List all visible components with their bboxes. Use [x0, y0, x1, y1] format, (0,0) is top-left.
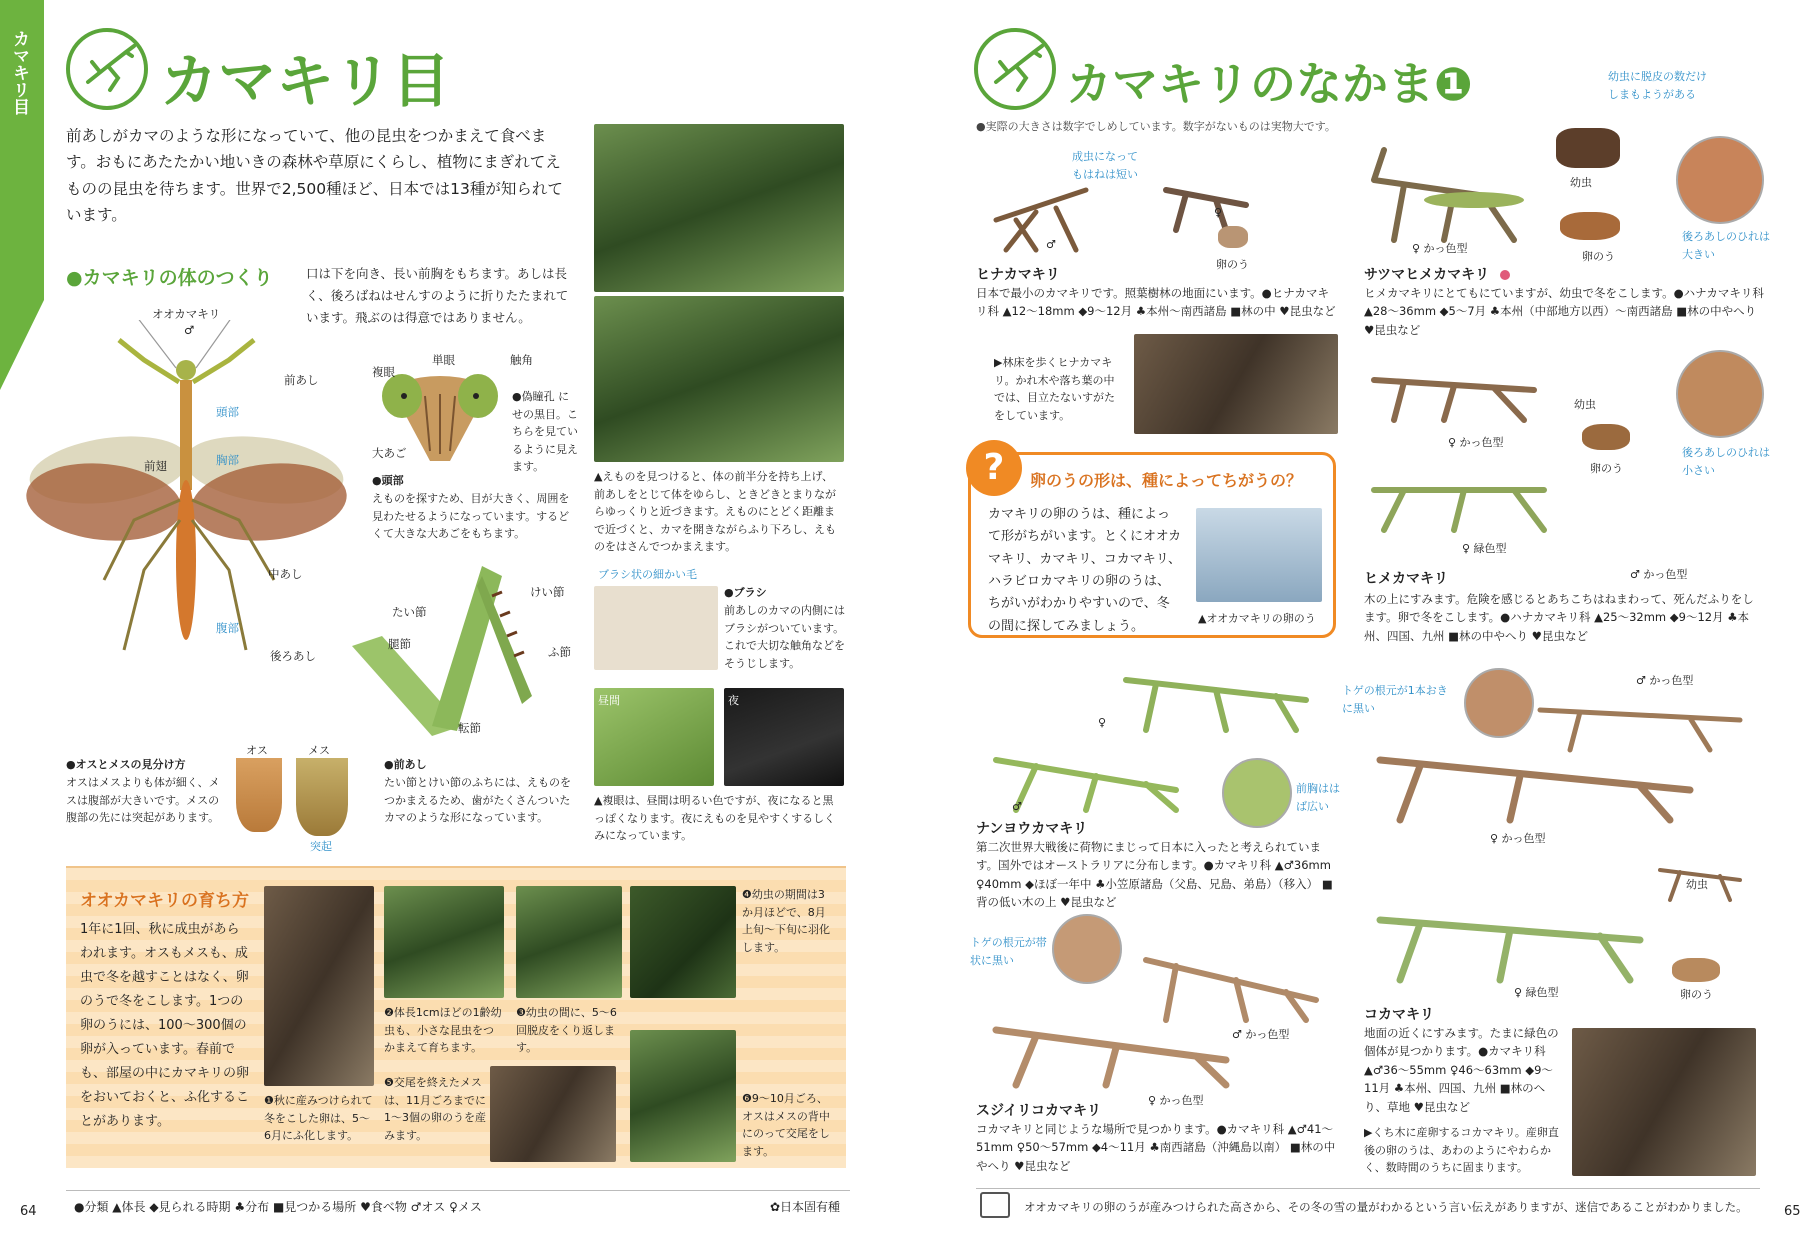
koka-larva: 幼虫 [1686, 878, 1708, 891]
nanyo-text: 第二次世界大戦後に荷物にまじって日本に入ったと考えられています。国外ではオーストラリアに分布します。●カマキリ科 ▲♂36mm ♀40mm ◆ほぼ一年中 ♣小笠原諸島（父島、兄島、弟島）（移入） ■背の低い木の上 ♥昆虫など [976, 840, 1333, 910]
left-legend-right: ✿日本固有種 [770, 1200, 841, 1214]
satsuma-text: ヒメカマキリにとてもにていますが、幼虫で冬をこします。●ハナカマキリ科 ▲28～36mm ◆5～7月 ♣本州（中部地方以西）～南西諸島 ■林の中やへり ♥昆虫など [1364, 286, 1764, 337]
label-abdomen: 腹部 [216, 621, 239, 635]
hime-hindleg: 後ろあしのひれは小さい [1682, 446, 1770, 477]
label-tarsus: ふ節 [548, 645, 571, 659]
hime-larva: 幼虫 [1574, 398, 1596, 411]
satsuma-name: サツマヒメカマキリ [1364, 267, 1490, 283]
growth-step-6: ❻9～10月ごろ、オスはメスの背中にのって交尾をします。 [742, 1092, 830, 1158]
nanyo-prothorax: 前胸ははば広い [1296, 782, 1340, 813]
species-label: オオカマキリ [152, 307, 221, 321]
koka-name: コカマキリ [1364, 1007, 1434, 1023]
koka-caption: ▶くち木に産卵するコカマキリ。産卵直後の卵のうは、あわのようにやわらかく、数時間のうちに固まります。 [1364, 1126, 1559, 1175]
nanyo-male: ♂ [1012, 800, 1022, 813]
male-abdomen [236, 758, 282, 832]
nanyo-name: ナンヨウカマキリ [976, 821, 1088, 837]
growth-title: オオカマキリの育ち方 [80, 891, 249, 911]
hime-egg [1582, 424, 1630, 450]
left-page-number: 64 [20, 1204, 37, 1219]
day-label: 昼間 [598, 694, 620, 707]
label-hindleg: 後ろあし [270, 649, 316, 663]
hime-green: ♀ 緑色型 [1462, 542, 1507, 555]
growth-step-4: ❹幼虫の期間は3か月ほどで、8月上旬～下旬に羽化します。 [742, 888, 830, 954]
growth-step-3: ❸幼虫の間に、5～6回脱皮をくり返します。 [516, 1006, 617, 1055]
growth-step-1: ❶秋に産みつけられて冬をこした卵は、5～6月にふ化します。 [264, 1094, 373, 1143]
label-thorax: 胸部 [216, 453, 239, 467]
endemic-pin [1500, 270, 1510, 280]
growth-photo-4 [630, 886, 736, 998]
hime-egg-label: 卵のう [1590, 462, 1623, 475]
label-compound-eye: 複眼 [372, 365, 395, 379]
body-heading: ●カマキリの体のつくり [66, 267, 273, 289]
growth-photo-6 [630, 1030, 736, 1162]
suji-brown2: ♀ かっ色型 [1148, 1094, 1204, 1107]
hina-male: ♂ [1046, 238, 1056, 251]
hime-brown2: ♂ かっ色型 [1630, 568, 1688, 581]
koka-egg [1672, 958, 1720, 982]
koka-egg-label: 卵のう [1680, 988, 1713, 1001]
suji-text: コカマキリと同じような場所で見つかります。●カマキリ科 ▲♂41～51mm ♀50～57mm ◆4～11月 ♣南西諸島（沖縄島以南） ■林の中やへり ♥昆虫など [976, 1122, 1336, 1173]
hunt-caption: ▲えものを見つけると、体の前半分を持ち上げ、前あしをとじて体をゆらし、ときどきとまりながらゆっくりと近づきます。えものにとどく距離まで近づくと、カマを開きながらふり下ろし、えものをはさんでつかまえます。 [594, 470, 836, 554]
right-note: ●実際の大きさは数字でしめしています。数字がないものは実物大です。 [976, 120, 1336, 133]
label-forewing: 前翅 [144, 459, 167, 473]
satsuma-egg-label: 卵のう [1582, 250, 1615, 263]
label-tibia: たい節 [392, 605, 427, 619]
koka-mantis [1360, 680, 1760, 1000]
satsuma-mantis [1364, 140, 1544, 250]
label-antenna: 触角 [510, 353, 533, 367]
hime-mantis-figures [1364, 340, 1664, 560]
satsuma-larva [1556, 128, 1620, 168]
satsuma-hindleg-circle [1676, 136, 1764, 224]
compound-eye-note: ●偽瞳孔 にせの黒目。こちらを見ているように見えます。 [512, 390, 578, 474]
koka-text: 地面の近くにすみます。たまに緑色の個体が見つかります。●カマキリ科 ▲♂36～55mm ♀46～63mm ◆9～11月 ♣本州、四国、九州 ■林のへり、草地 ♥昆虫など [1364, 1026, 1559, 1114]
suji-name: スジイリコカマキリ [976, 1103, 1102, 1119]
question-caption: ▲オオカマキリの卵のう [1198, 612, 1316, 625]
label-ocelli: 単眼 [432, 353, 455, 367]
brush-title: ●ブラシ [724, 586, 767, 599]
koka-brown: ♂ かっ色型 [1636, 674, 1694, 687]
label-foreleg: 前あし [284, 373, 319, 387]
satsuma-larva-label: 幼虫 [1570, 176, 1592, 189]
label-shin: けい節 [530, 585, 565, 599]
koka-photo [1572, 1028, 1756, 1176]
label-midleg: 中あし [268, 567, 303, 581]
left-legend: ●分類 ▲体長 ◆見られる時期 ♣分布 ■見つかる場所 ♥食べ物 ♂オス ♀メス [74, 1200, 482, 1214]
label-femur: 腿節 [388, 637, 411, 651]
wing-note: 成虫になってもはねは短い [1072, 150, 1138, 181]
koka-spine: トゲの根元が1本おきに黒い [1342, 684, 1448, 715]
hime-hindleg-circle [1676, 350, 1764, 438]
label-head: 頭部 [216, 405, 239, 419]
hina-egg [1218, 226, 1248, 248]
sex-title: ●オスとメスの見分け方 [66, 758, 186, 771]
suji-spine-circle [1052, 914, 1122, 984]
foreleg-title: ●前あし [384, 758, 427, 771]
left-footer-rule [66, 1190, 850, 1191]
note-icon [980, 1192, 1010, 1218]
right-footer-note: オオカマキリの卵のうが産みつけられた高さから、その冬の雪の量がわかるという言い伝えがありますが、迷信であることがわかりました。 [1024, 1200, 1748, 1214]
hina-text: 日本で最小のカマキリです。照葉樹林の地面にいます。●ヒナカマキリ科 ▲12～18mm ◆9～12月 ♣本州～南西諸島 ■林の中 ♥昆虫など [976, 286, 1336, 319]
head-note-title: ●頭部 [372, 474, 404, 487]
molt-note: 幼虫に脱皮の数だけしまもようがある [1608, 70, 1707, 101]
brush-photo [594, 586, 718, 670]
growth-photo-3 [516, 886, 622, 998]
growth-photo-2 [384, 886, 504, 998]
hime-brown: ♀ かっ色型 [1448, 436, 1504, 449]
suji-spine: トゲの根元が帯状に黒い [970, 936, 1047, 967]
satsuma-egg [1560, 212, 1620, 240]
intro-text: 前あしがカマのような形になっていて、他の昆虫をつかまえて食べます。おもにあたたかい地いきの森林や草原にくらし、植物にまぎれてえものの昆虫を待ちます。世界で2,500種ほど、日本では13種が知られています。 [66, 127, 563, 225]
growth-text: 1年に1回、秋に成虫があらわれます。オスもメスも、成虫で冬を越すことはなく、卵のうで冬をこします。1つの卵のうには、100～300個の卵が入っています。春前でも、部屋の中にカマキリの卵をおいておくと、ふ化することがあります。 [80, 922, 250, 1130]
male-label: オス [246, 744, 268, 757]
hina-photo [1134, 334, 1338, 434]
sex-male: ♂ [184, 323, 195, 337]
nanyo-prothorax-circle [1222, 758, 1292, 828]
hina-caption: ▶林床を歩くヒナカマキリ。かれ木や落ち葉の中では、目立たないすがたをしています。 [994, 356, 1115, 422]
satsuma-hindleg: 後ろあしのひれは大きい [1682, 230, 1770, 261]
night-label: 夜 [728, 694, 739, 707]
koka-green: ♀ 緑色型 [1514, 986, 1559, 999]
question-photo [1196, 508, 1322, 602]
growth-photo-5 [490, 1066, 616, 1162]
hina-name: ヒナカマキリ [976, 267, 1060, 283]
brush-note: 前あしのカマの内側にはブラシがついています。これで大切な触角などをそうじします。 [724, 604, 845, 670]
body-text: 口は下を向き、長い前胸をもちます。あしは長く、後ろばねはせんすのように折りたたまれています。飛ぶのは得意ではありません。 [306, 266, 569, 325]
hime-text: 木の上にすみます。危険を感じるとあちこちはねまわって、死んだふりをします。卵で冬をこします。●ハナカマキリ科 ▲25～32mm ◆9～12月 ♣本州、四国、九州 ■林の中やへり ♥昆虫など [1364, 592, 1754, 643]
hina-female: ♀ [1214, 206, 1223, 219]
right-title: カマキリのなかま❶ [1066, 57, 1473, 111]
mantis-icon [66, 28, 148, 110]
koka-spine-circle [1464, 668, 1534, 738]
growth-step-5: ❺交尾を終えたメスは、11月ごろまでに1～3個の卵のうを産みます。 [384, 1076, 486, 1142]
mantis-icon-right [974, 28, 1056, 110]
right-page-number: 65 [1784, 1204, 1801, 1219]
head-note: えものを探すため、目が大きく、周囲を見わたせるようになっています。するどくて大きな大あごをもちます。 [372, 492, 570, 541]
nanyo-female: ♀ [1098, 716, 1107, 729]
hunt-photo-2 [594, 296, 844, 462]
satsuma-brown: ♀ かっ色型 [1412, 242, 1468, 255]
eye-night-photo [724, 688, 844, 786]
hunt-photo-1 [594, 124, 844, 292]
question-icon: ? [966, 440, 1022, 496]
female-label: メス [308, 744, 330, 757]
question-title: 卵のうの形は、種によってちがうの？ [1030, 471, 1303, 490]
growth-photo-1 [264, 886, 374, 1086]
eyes-caption: ▲複眼は、昼間は明るい色ですが、夜になると黒っぽくなります。夜にえものを見やすくするしくみになっています。 [594, 794, 836, 843]
hime-name: ヒメカマキリ [1364, 571, 1448, 587]
right-footer-rule [976, 1188, 1760, 1189]
suji-brown: ♂ かっ色型 [1232, 1028, 1290, 1041]
protrusion-label: 突起 [310, 840, 332, 853]
page-title: カマキリ目 [160, 47, 451, 115]
sex-note: オスはメスよりも体が細く、メスは腹部が大きいです。メスの腹部の先には突起があります。 [66, 776, 220, 825]
label-coxa: 転節 [458, 721, 481, 735]
question-text: カマキリの卵のうは、種によって形がちがいます。とくにオオカマキリ、カマキリ、コカマキリ、ハラビロカマキリの卵のうは、ちがいがわかりやすいので、冬の間に探してみましょう。 [988, 507, 1182, 634]
foreleg-note: たい節とけい節のふちには、えものをつかまえるため、歯がたくさんついたカマのような形になっています。 [384, 776, 571, 825]
foreleg-closeup [342, 556, 542, 746]
side-tab-label: カマキリ目 [9, 30, 29, 115]
brush-label: ブラシ状の細かい毛 [598, 568, 697, 581]
growth-step-2: ❷体長1cmほどの1齢幼虫も、小さな昆虫をつかまえて育ちます。 [384, 1006, 502, 1055]
hina-egg-label: 卵のう [1216, 258, 1249, 271]
koka-brown2: ♀ かっ色型 [1490, 832, 1546, 845]
label-jaw: 大あご [372, 446, 407, 460]
female-abdomen [296, 758, 348, 836]
